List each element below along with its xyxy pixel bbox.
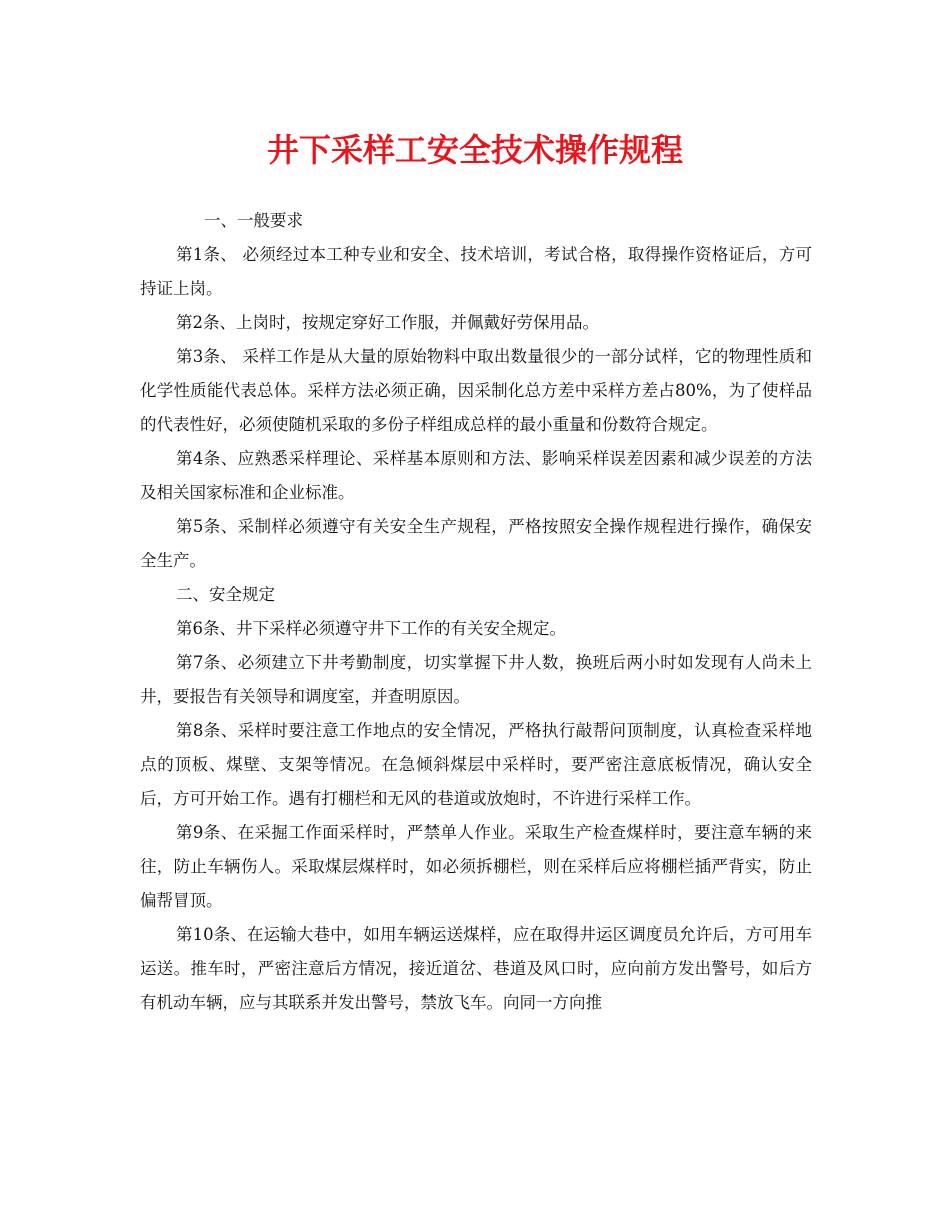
article-3: 第3条、 采样工作是从大量的原始物料中取出数量很少的一部分试样，它的物理性质和化学性质能代表总体。采样方法必须正确，因采制化总方差中采样方差占80%，为了使样品的代表性好，必须使随机采取的多份子样组成总样的最小重量和份数符合规定。 [140,347,812,434]
article-9: 第9条、在采掘工作面采样时，严禁单人作业。采取生产检查煤样时，要注意车辆的来往，防止车辆伤人。采取煤层煤样时，如必须拆棚栏，则在采样后应将棚栏插严背实，防止偏帮冒顶。 [140,823,812,910]
article-4: 第4条、应熟悉采样理论、采样基本原则和方法、影响采样误差因素和减少误差的方法及相关国家标准和企业标准。 [140,449,812,502]
document-body [140,204,812,1020]
article-7: 第7条、必须建立下井考勤制度，切实掌握下井人数，换班后两小时如发现有人尚未上井，要报告有关领导和调度室，并查明原因。 [140,653,812,706]
article-6: 第6条、井下采样必须遵守井下工作的有关安全规定。 [176,619,566,638]
article-1: 第1条、 必须经过本工种专业和安全、技术培训，考试合格，取得操作资格证后，方可持证上岗。 [140,245,812,298]
article-8: 第8条、采样时要注意工作地点的安全情况，严格执行敲帮问顶制度，认真检查采样地点的顶板、煤壁、支架等情况。在急倾斜煤层中采样时，要严密注意底板情况，确认安全后，方可开始工作。遇有打棚栏和无风的巷道或放炮时，不许进行采样工作。 [140,721,812,808]
section-heading-safety: 二、安全规定 [176,585,275,604]
document-title: 井下采样工安全技术操作规程 [266,131,683,169]
article-5: 第5条、采制样必须遵守有关安全生产规程，严格按照安全操作规程进行操作，确保安全生产。 [140,517,812,570]
section-heading-general: 一、一般要求 [204,211,303,230]
article-2: 第2条、上岗时，按规定穿好工作服，并佩戴好劳保用品。 [176,313,599,332]
article-10: 第10条、在运输大巷中，如用车辆运送煤样，应在取得井运区调度员允许后，方可用车运送。推车时，严密注意后方情况，接近道岔、巷道及风口时，应向前方发出警号，如后方有机动车辆，应与其联系并发出警号，禁放飞车。向同一方向推 [140,925,812,1012]
